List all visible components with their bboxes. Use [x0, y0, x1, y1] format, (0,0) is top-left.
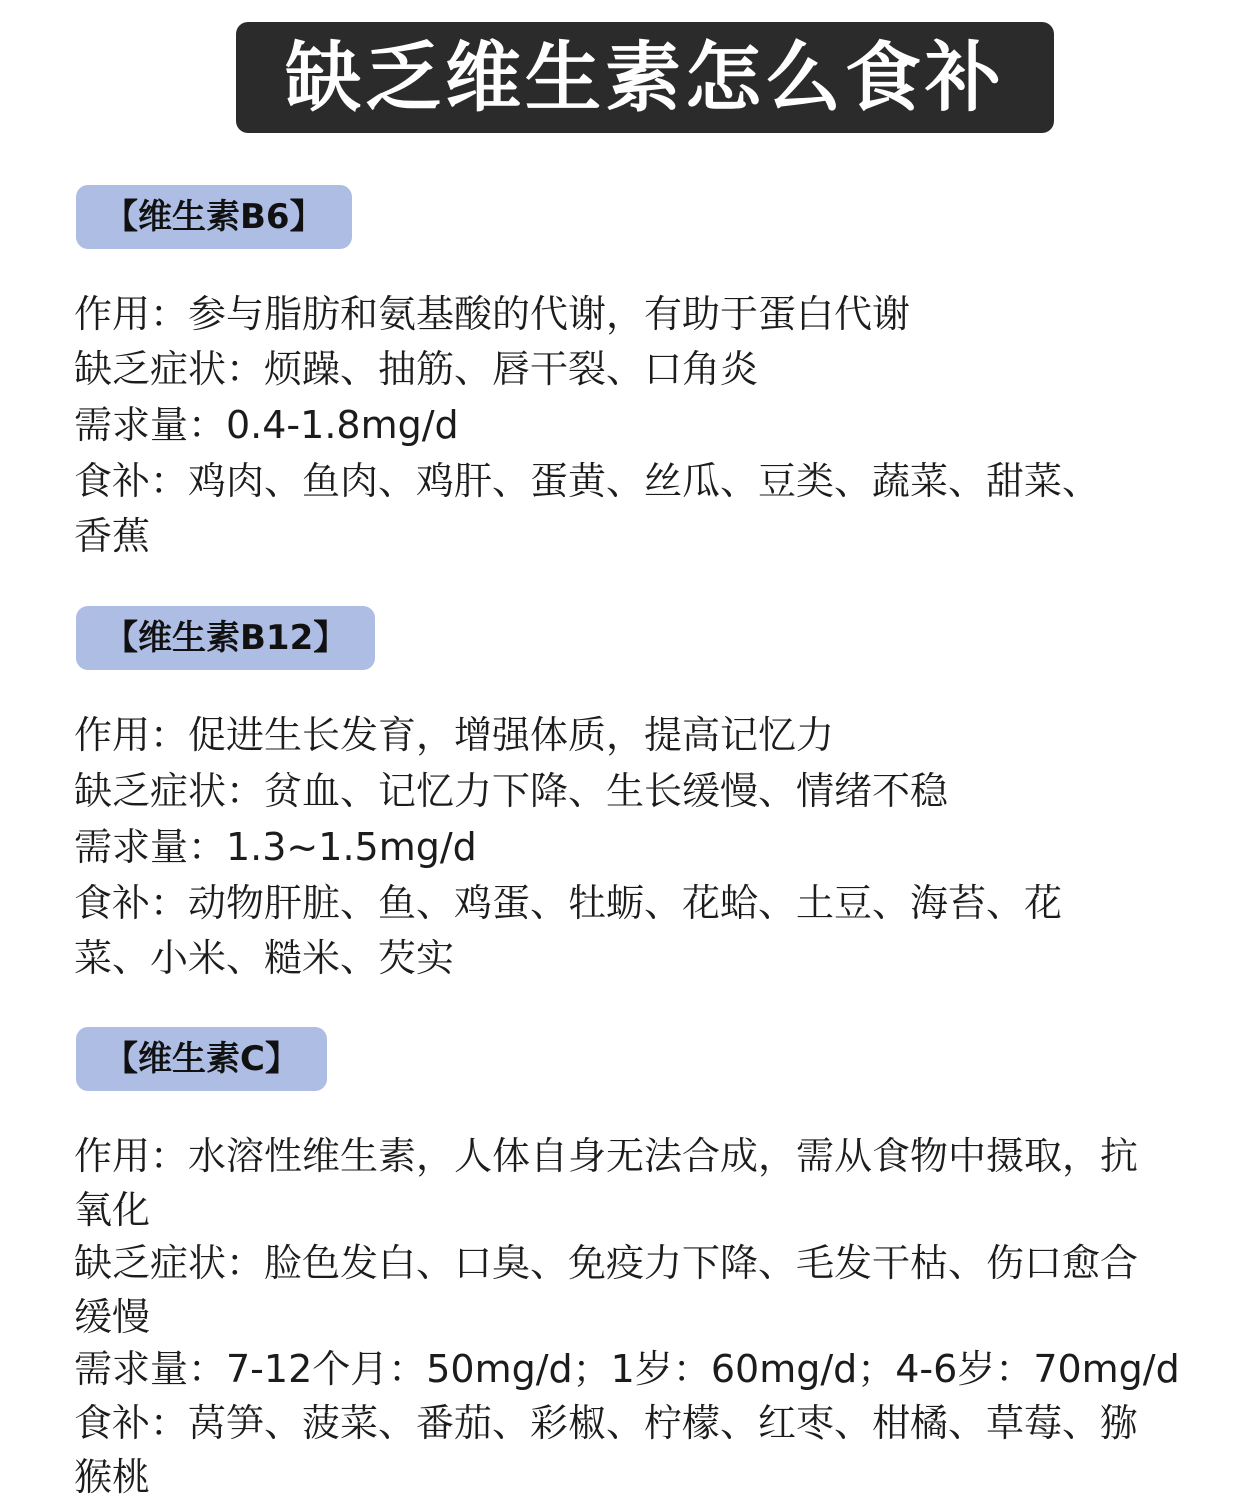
- dosage-line: 需求量：1.3~1.5mg/d: [74, 825, 477, 869]
- page-title: 缺乏维生素怎么食补: [285, 32, 1005, 122]
- food-line-continued: 菜、小米、糙米、芡实: [74, 936, 455, 980]
- symptom-line: 缺乏症状：脸色发白、口臭、免疫力下降、毛发干枯、伤口愈合: [74, 1241, 1139, 1285]
- section-heading: 【维生素B6】: [104, 197, 324, 237]
- section-badge-b12: [76, 606, 375, 670]
- dosage-line: 需求量：0.4-1.8mg/d: [74, 403, 459, 447]
- food-line-continued: 猴桃: [74, 1455, 151, 1499]
- function-line: 作用：参与脂肪和氨基酸的代谢，有助于蛋白代谢: [74, 292, 911, 336]
- symptom-line-continued: 缓慢: [74, 1295, 151, 1339]
- function-line-continued: 氧化: [74, 1188, 151, 1232]
- function-line: 作用：促进生长发育，增强体质，提高记忆力: [74, 713, 835, 757]
- section-badge-c: [76, 1027, 327, 1091]
- section-badge-b6: [76, 185, 352, 249]
- page-title-box: [236, 22, 1054, 133]
- dosage-line: 需求量：7-12个月：50mg/d；1岁：60mg/d；4-6岁：70mg/d: [74, 1347, 1180, 1391]
- section-heading: 【维生素B12】: [104, 618, 348, 658]
- food-line: 食补：鸡肉、鱼肉、鸡肝、蛋黄、丝瓜、豆类、蔬菜、甜菜、: [74, 459, 1101, 503]
- food-line-continued: 香蕉: [74, 514, 151, 558]
- symptom-line: 缺乏症状：烦躁、抽筋、唇干裂、口角炎: [74, 347, 759, 391]
- section-heading: 【维生素C】: [104, 1039, 299, 1079]
- food-line: 食补：动物肝脏、鱼、鸡蛋、牡蛎、花蛤、土豆、海苔、花: [74, 881, 1063, 925]
- symptom-line: 缺乏症状：贫血、记忆力下降、生长缓慢、情绪不稳: [74, 769, 949, 813]
- food-line: 食补：莴笋、菠菜、番茄、彩椒、柠檬、红枣、柑橘、草莓、猕: [74, 1401, 1139, 1445]
- function-line: 作用：水溶性维生素，人体自身无法合成，需从食物中摄取，抗: [74, 1134, 1139, 1178]
